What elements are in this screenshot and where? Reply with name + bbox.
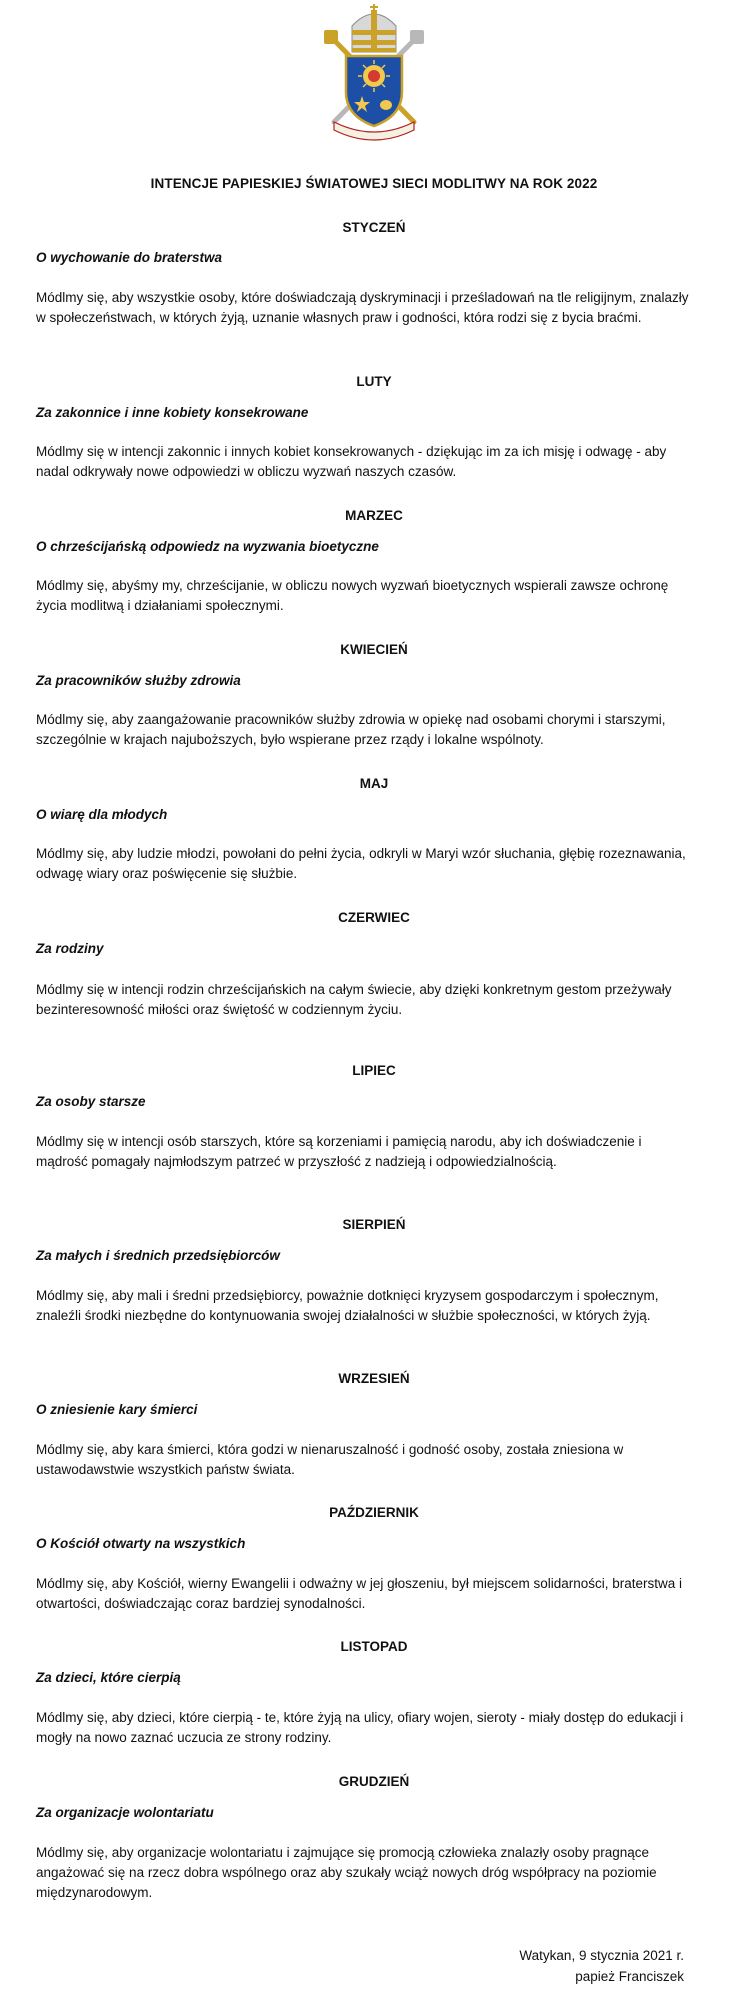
intention-text-august: Módlmy się, aby mali i średni przedsiębiorcy, poważnie dotknięci kryzysem gospodarczym i społecznym, znaleźli środki niezbędne do kontynuowania swojej działalności w służbie społeczności, w których żyją. xyxy=(36,1288,659,1323)
month-heading-march: MARZEC xyxy=(345,508,403,523)
month-heading-february: LUTY xyxy=(356,374,392,389)
intention-text-september: Módlmy się, aby kara śmierci, która godzi w nienaruszalność i godność osoby, została zniesiona w ustawodawstwie wszystkich państw świata. xyxy=(36,1442,624,1477)
intention-text-july: Módlmy się w intencji osób starszych, które są korzeniami i pamięcią narodu, aby ich doświadczenie i mądrość pomagały najmłodszym patrzeć w przyszłość z nadzieją i odpowiedzialnością. xyxy=(36,1134,642,1169)
intention-title-december: Za organizacje wolontariatu xyxy=(36,1805,214,1820)
papal-coat-of-arms-icon xyxy=(318,4,430,144)
intention-title-january: O wychowanie do braterstwa xyxy=(36,250,223,265)
intention-title-november: Za dzieci, które cierpią xyxy=(36,1670,181,1685)
month-heading-april: KWIECIEŃ xyxy=(340,642,408,657)
month-heading-october: PAŹDZIERNIK xyxy=(329,1505,419,1520)
month-heading-august: SIERPIEŃ xyxy=(342,1217,406,1232)
intention-text-december: Módlmy się, aby organizacje wolontariatu i zajmujące się promocją człowieka znalazły osoby pragnące angażować się na rzecz dobra wspólnego oraz aby szukały wciąż nowych dróg współpracy na poziomie międzynarodowym. xyxy=(36,1845,657,1900)
intention-title-july: Za osoby starsze xyxy=(36,1094,146,1109)
intention-text-march: Módlmy się, abyśmy my, chrześcijanie, w obliczu nowych wyzwań bioetycznych wspierali zawsze ochronę życia modlitwą i działaniami społecznymi. xyxy=(36,578,669,613)
intention-title-june: Za rodziny xyxy=(36,941,104,956)
intention-text-november: Módlmy się, aby dzieci, które cierpią - te, które żyją na ulicy, ofiary wojen, sieroty - miały dostęp do edukacji i mogły na nowo zaznać uczucia ze strony rodziny. xyxy=(36,1710,684,1745)
month-heading-july: LIPIEC xyxy=(352,1063,396,1078)
month-heading-january: STYCZEŃ xyxy=(342,220,406,235)
month-heading-september: WRZESIEŃ xyxy=(338,1371,410,1386)
intention-title-march: O chrześcijańską odpowiedz na wyzwania bioetyczne xyxy=(36,539,379,554)
signature-author: papież Franciszek xyxy=(575,1969,684,1984)
intention-text-february: Módlmy się w intencji zakonnic i innych kobiet konsekrowanych - dziękując im za ich misję i odwagę - aby nadal odkrywały nowe odpowiedzi w obliczu wyzwań naszych czasów. xyxy=(36,444,667,479)
intention-text-october: Módlmy się, aby Kościół, wierny Ewangelii i odważny w jej głoszeniu, był miejscem solidarności, braterstwa i otwartości, doświadczając coraz bardziej synodalności. xyxy=(36,1576,683,1611)
intention-title-august: Za małych i średnich przedsiębiorców xyxy=(36,1248,280,1263)
intention-text-may: Módlmy się, aby ludzie młodzi, powołani do pełni życia, odkryli w Maryi wzór słuchania, głębię rozeznawania, odwagę wiary oraz poświęcenie się służbie. xyxy=(36,846,686,881)
intention-text-april: Módlmy się, aby zaangażowanie pracowników służby zdrowia w opiekę nad osobami chorymi i starszymi, szczególnie w krajach najuboższych, było wspierane przez rządy i lokalne wspólnoty. xyxy=(36,712,666,747)
month-heading-may: MAJ xyxy=(359,776,389,791)
intention-title-september: O zniesienie kary śmierci xyxy=(36,1402,198,1417)
month-heading-november: LISTOPAD xyxy=(340,1639,408,1654)
intention-title-october: O Kościół otwarty na wszystkich xyxy=(36,1536,246,1551)
intention-text-january: Módlmy się, aby wszystkie osoby, które doświadczają dyskryminacji i prześladowań na tle religijnym, znalazły w społeczeństwach, w których żyją, uznanie własnych praw i godności, która rodzi się z bycia braćmi. xyxy=(36,290,689,325)
month-heading-december: GRUDZIEŃ xyxy=(338,1774,410,1789)
intention-title-february: Za zakonnice i inne kobiety konsekrowane xyxy=(36,405,309,420)
intention-title-may: O wiarę dla młodych xyxy=(36,807,168,822)
intention-title-april: Za pracowników służby zdrowia xyxy=(36,673,241,688)
intention-text-june: Módlmy się w intencji rodzin chrześcijańskich na całym świecie, aby dzięki konkretnym gestom przeżywały bezinteresowność miłości oraz świętość w codziennym życiu. xyxy=(36,982,672,1017)
month-heading-june: CZERWIEC xyxy=(338,910,410,925)
document-title: INTENCJE PAPIESKIEJ ŚWIATOWEJ SIECI MODLITWY NA ROK 2022 xyxy=(150,176,598,191)
signature-place-date: Watykan, 9 stycznia 2021 r. xyxy=(519,1948,684,1963)
